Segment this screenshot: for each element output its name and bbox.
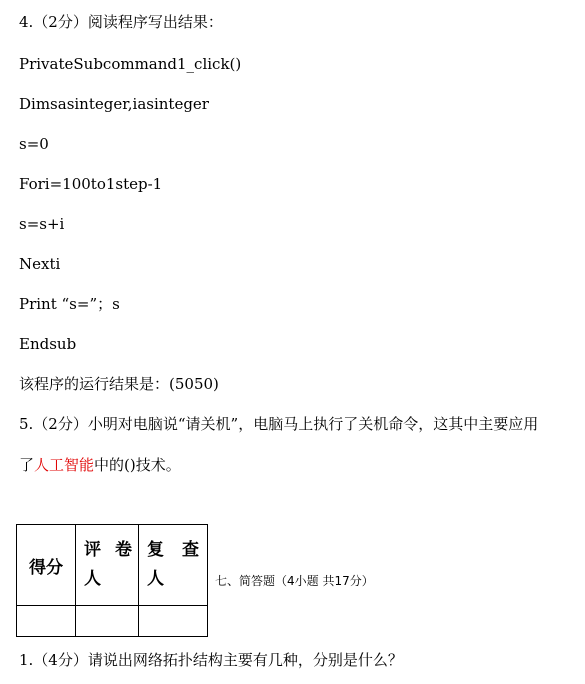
question-1: 1.（4分）请说出网络拓扑结构主要有几种，分别是什么？ [19,651,403,669]
grader-header [76,525,139,606]
score-cell[interactable] [17,606,76,637]
reviewer-cell[interactable] [139,606,208,637]
grader-header-bottom: 人 [84,569,101,589]
reviewer-header-bottom: 人 [147,569,164,589]
question-5-suffix: 中的()技术。 [94,456,181,474]
question-4-answer: 该程序的运行结果是：(5050) [19,375,219,393]
code-line: Nexti [19,255,61,273]
code-line: Endsub [19,335,77,353]
section-title: 七、简答题（4小题 共17分） [215,574,374,588]
highlighted-term: 人工智能 [34,456,95,474]
question-4-title: 4.（2分）阅读程序写出结果： [19,13,223,31]
score-header: 得分 [17,525,76,606]
code-line: Print “s=”；s [19,295,120,313]
grader-cell[interactable] [76,606,139,637]
code-line: s=0 [19,135,49,153]
code-line: Dimsasinteger,iasinteger [19,95,209,113]
question-5-prefix: 了 [19,456,35,474]
code-line: s=s+i [19,215,65,233]
question-5-line2 [19,455,181,475]
code-line: Fori=100to1step-1 [19,175,163,193]
code-line: PrivateSubcommand1_click() [19,55,242,73]
reviewer-header [139,525,208,606]
score-table [16,524,208,637]
grader-header-top: 评 卷 [84,540,132,560]
reviewer-header-top: 复 查 [147,540,199,560]
question-5-line1: 5.（2分）小明对电脑说“请关机”，电脑马上执行了关机命令，这其中主要应用 [19,415,539,433]
